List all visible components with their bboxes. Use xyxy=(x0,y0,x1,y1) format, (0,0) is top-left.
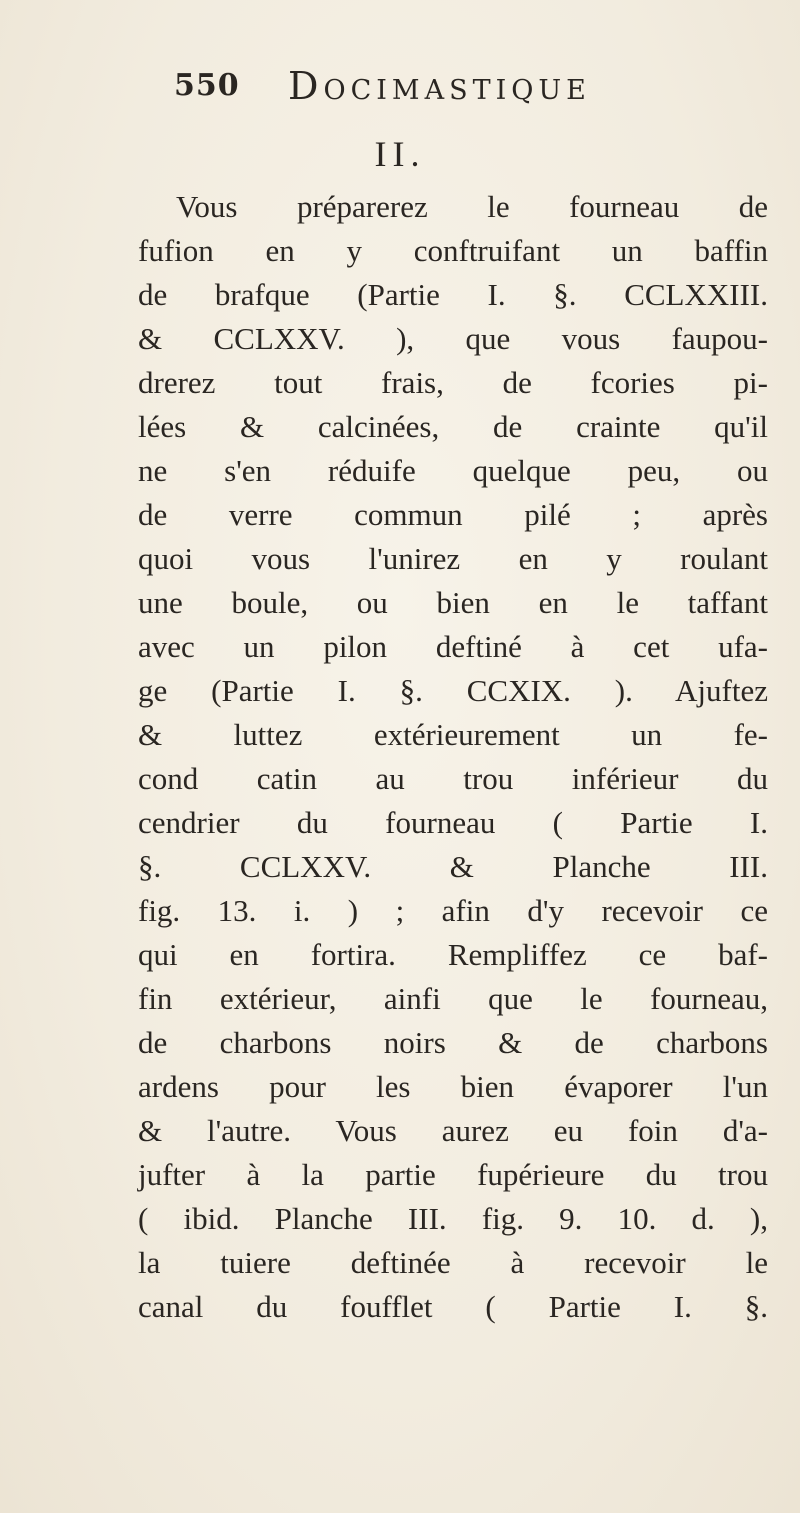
text-line: lées & calcinées, de crainte qu'il xyxy=(138,409,768,444)
text-line: la tuiere deftinée à recevoir le xyxy=(138,1245,768,1280)
text-line: Vous préparerez le fourneau de xyxy=(176,189,768,224)
text-line: §. CCLXXV. & Planche III. xyxy=(138,849,768,884)
text-line: & l'autre. Vous aurez eu foin d'a- xyxy=(138,1113,768,1148)
running-title: Docimastique xyxy=(288,64,591,108)
text-line: cendrier du fourneau ( Partie I. xyxy=(138,805,768,840)
text-line: & luttez extérieurement un fe- xyxy=(138,717,768,752)
text-line: ( ibid. Planche III. fig. 9. 10. d. ), xyxy=(138,1201,768,1236)
text-line: de verre commun pilé ; après xyxy=(138,497,768,532)
text-line: fufion en y conftruifant un baffin xyxy=(138,233,768,268)
text-line: de charbons noirs & de charbons xyxy=(138,1025,768,1060)
text-line: fin extérieur, ainfi que le fourneau, xyxy=(138,981,768,1016)
page-header xyxy=(170,62,690,112)
text-line: ardens pour les bien évaporer l'un xyxy=(138,1069,768,1104)
section-heading: II. xyxy=(374,134,426,174)
text-line: avec un pilon deftiné à cet ufa- xyxy=(138,629,768,664)
text-line: ge (Partie I. §. CCXIX. ). Ajuftez xyxy=(138,673,768,708)
text-line: quoi vous l'unirez en y roulant xyxy=(138,541,768,576)
text-line: & CCLXXV. ), que vous faupou- xyxy=(138,321,768,356)
text-line: ne s'en réduife quelque peu, ou xyxy=(138,453,768,488)
text-line: qui en fortira. Rempliffez ce baf- xyxy=(138,937,768,972)
text-line: cond catin au trou inférieur du xyxy=(138,761,768,796)
body-text xyxy=(138,185,768,1329)
text-line: de brafque (Partie I. §. CCLXXIII. xyxy=(138,277,768,312)
text-line: canal du foufflet ( Partie I. §. xyxy=(138,1289,768,1324)
text-line: fig. 13. i. ) ; afin d'y recevoir ce xyxy=(138,893,768,928)
text-line: une boule, ou bien en le taffant xyxy=(138,585,768,620)
text-line: drerez tout frais, de fcories pi- xyxy=(138,365,768,400)
page-number: 550 xyxy=(174,68,240,103)
text-line: jufter à la partie fupérieure du trou xyxy=(138,1157,768,1192)
